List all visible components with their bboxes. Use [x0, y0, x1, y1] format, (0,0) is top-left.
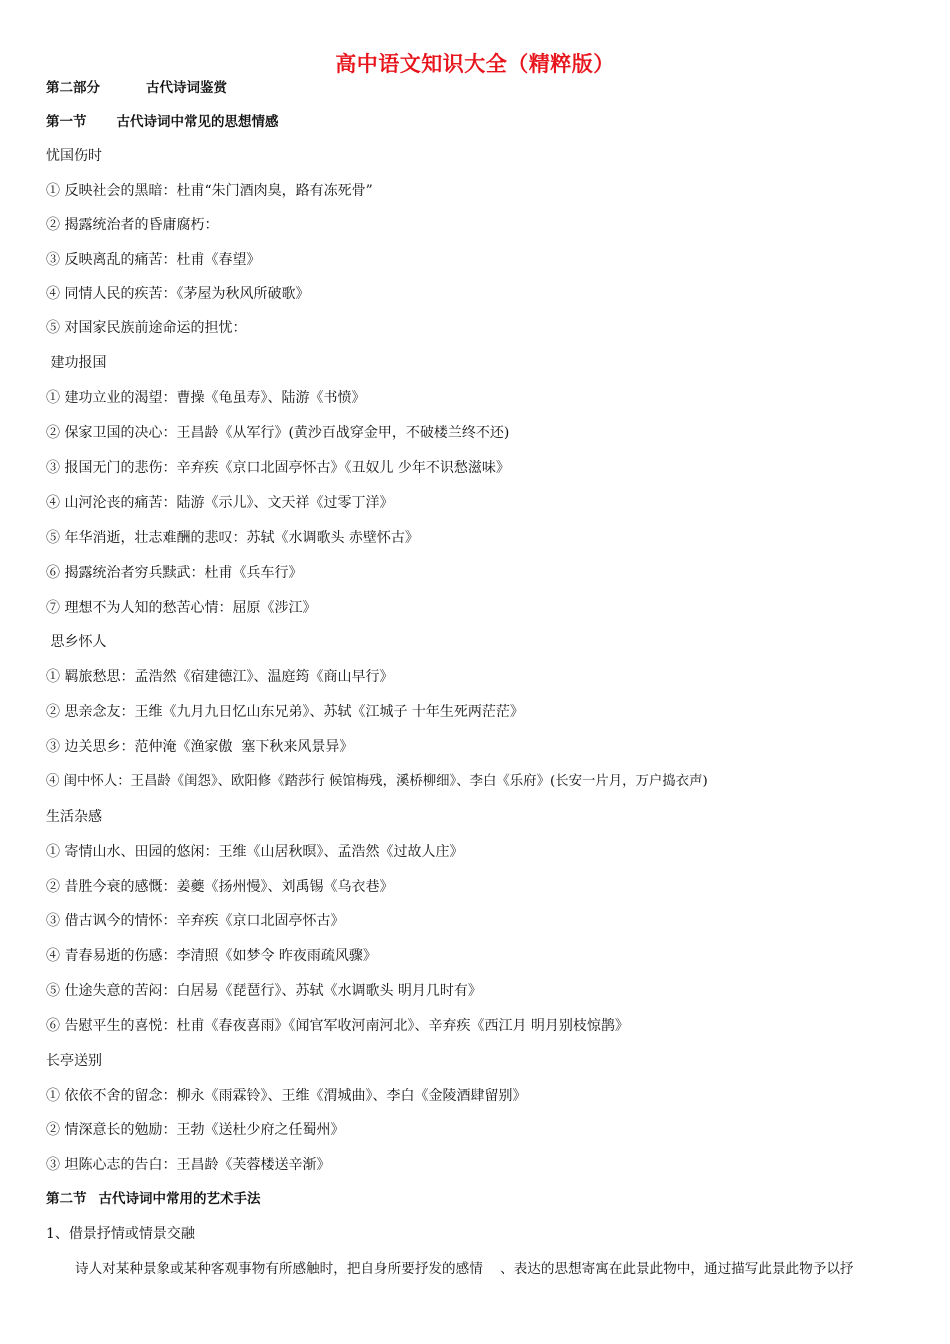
section-heading: [46, 112, 279, 132]
list-item: ③ 报国无门的悲伤：辛弃疾《京口北固亭怀古》《丑奴儿 少年不识愁滋味》: [46, 460, 510, 476]
list-item: ① 依依不舍的留念：柳永《雨霖铃》、王维《渭城曲》、李白《金陵酒肆留别》: [46, 1088, 527, 1104]
section-heading: [46, 1189, 261, 1209]
list-item: ⑤ 对国家民族前途命运的担忧：: [46, 320, 247, 336]
list-item: ③ 坦陈心志的告白：王昌龄《芙蓉楼送辛渐》: [46, 1157, 331, 1173]
group-heading: 思乡怀人: [46, 634, 107, 650]
list-item: ② 保家卫国的决心：王昌龄《从军行》(黄沙百战穿金甲，不破楼兰终不还): [46, 425, 510, 441]
paragraph: 诗人对某种景象或某种客观事物有所感触时，把自身所要抒发的感情 、表达的思想寄寓在此景此物中，通过描写此景此物予以抒: [75, 1261, 854, 1277]
list-item: ② 思亲念友：王维《九月九日忆山东兄弟》、苏轼《江城子 十年生死两茫茫》: [46, 704, 524, 720]
list-item: ④ 山河沦丧的痛苦：陆游《示儿》、文天祥《过零丁洋》: [46, 495, 394, 511]
group-heading: 建功报国: [46, 355, 107, 371]
group-heading: 忧国伤时: [46, 148, 102, 164]
list-item: ② 昔胜今衰的感慨：姜夔《扬州慢》、刘禹锡《乌衣巷》: [46, 879, 394, 895]
part-label: 第二部分: [46, 80, 100, 96]
list-item: ③ 借古讽今的情怀：辛弃疾《京口北固亭怀古》: [46, 913, 345, 929]
part-heading: [46, 78, 227, 98]
list-item: ⑥ 揭露统治者穷兵黩武：杜甫《兵车行》: [46, 565, 303, 581]
list-item: ④ 闺中怀人：王昌龄《闺怨》、欧阳修《踏莎行 候馆梅残，溪桥柳细》、李白《乐府》(长安一片月，万户捣衣声): [46, 774, 708, 789]
list-item: ④ 同情人民的疾苦：《茅屋为秋风所破歌》: [46, 286, 310, 302]
section-name: 古代诗词中常用的艺术手法: [98, 1191, 261, 1207]
list-item: ⑤ 年华消逝，壮志难酬的悲叹：苏轼《水调歌头 赤壁怀古》: [46, 530, 419, 546]
list-item: ③ 边关思乡：范仲淹《渔家傲 塞下秋来风景异》: [46, 739, 354, 755]
section-name: 古代诗词中常见的思想情感: [116, 114, 279, 130]
list-item: ③ 反映离乱的痛苦：杜甫《春望》: [46, 252, 261, 268]
list-item: ② 揭露统治者的昏庸腐朽：: [46, 217, 219, 233]
list-item: ④ 青春易逝的伤感：李清照《如梦令 昨夜雨疏风骤》: [46, 948, 377, 964]
list-item: ⑦ 理想不为人知的愁苦心情：屈原《涉江》: [46, 600, 317, 616]
section-label: 第一节: [46, 114, 87, 130]
document-title: 高中语文知识大全（精粹版）: [335, 52, 615, 76]
list-item: ① 反映社会的黑暗：杜甫“朱门酒肉臭，路有冻死骨”: [46, 183, 373, 199]
list-item: ① 建功立业的渴望：曹操《龟虽寿》、陆游《书愤》: [46, 390, 366, 406]
list-item: ⑤ 仕途失意的苦闷：白居易《琵琶行》、苏轼《水调歌头 明月几时有》: [46, 983, 482, 999]
list-item: ② 情深意长的勉励：王勃《送杜少府之任蜀州》: [46, 1122, 345, 1138]
list-item: ① 寄情山水、田园的悠闲：王维《山居秋暝》、孟浩然《过故人庄》: [46, 844, 464, 860]
section-label: 第二节: [46, 1191, 87, 1207]
group-heading: 生活杂感: [46, 809, 102, 825]
group-heading: 长亭送别: [46, 1053, 102, 1069]
list-item: ⑥ 告慰平生的喜悦：杜甫《春夜喜雨》《闻官军收河南河北》、辛弃疾《西江月 明月别枝惊鹊》: [46, 1018, 629, 1034]
list-item: ① 羁旅愁思：孟浩然《宿建德江》、温庭筠《商山早行》: [46, 669, 394, 685]
subsection-heading: 1、借景抒情或情景交融: [46, 1226, 195, 1242]
part-name: 古代诗词鉴赏: [146, 80, 227, 96]
